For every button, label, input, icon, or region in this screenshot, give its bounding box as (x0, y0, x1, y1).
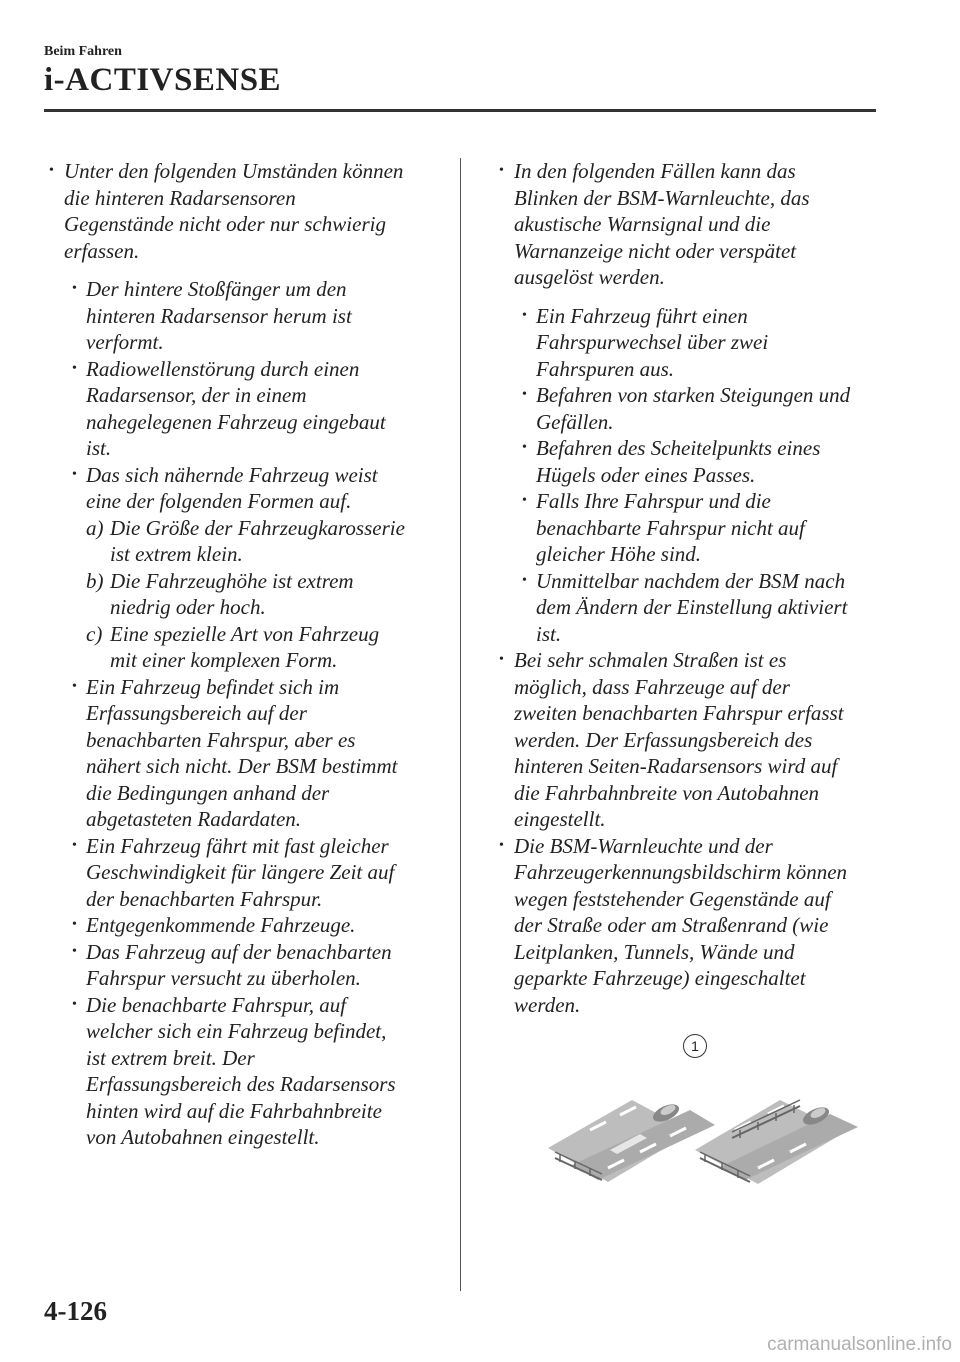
figure-callout: 1 (683, 1034, 707, 1058)
text-line: Fahrspur versucht zu überholen. (86, 966, 361, 990)
bullet-icon: • (72, 837, 77, 853)
sub-bullet-item (44, 674, 444, 833)
text-line: dem Ändern der Einstellung aktiviert (536, 595, 848, 619)
header-rule (44, 109, 876, 112)
bullet-icon: • (499, 652, 504, 667)
bullet-icon: • (499, 837, 504, 853)
text-line: benachbarte Fahrspur nicht auf (536, 515, 805, 540)
text-line: Unter den folgenden Umständen können (64, 159, 404, 183)
bullet-icon: • (522, 572, 527, 588)
text-line: die Bedingungen anhand der (86, 780, 330, 805)
lettered-item (44, 568, 444, 621)
text-line: werden. Der Erfassungsbereich des (514, 727, 813, 752)
text-line: hinten wird auf die Fahrbahnbreite (86, 1098, 382, 1123)
sub-bullet-item (494, 435, 884, 488)
text-line: Gegenstände nicht oder nur schwierig (64, 212, 386, 236)
text-line: Erfassungsbereich des Radarsensors (86, 1072, 396, 1096)
text-line: mit einer komplexen Form. (110, 648, 338, 672)
text-line: hinteren Seiten-Radarsensors wird auf (514, 754, 838, 778)
text-line: Unmittelbar nachdem der BSM nach (536, 568, 846, 593)
text-line: erfassen. (64, 238, 140, 263)
text-line: Falls Ihre Fahrspur und die (536, 489, 771, 513)
text-line: Die Größe der Fahrzeugkarosserie (110, 515, 405, 540)
lettered-item (44, 621, 444, 674)
text-line: akustische Warnsignal und die (514, 212, 771, 236)
text-line: Radiowellenstörung durch einen (86, 356, 360, 381)
text-line: Die BSM-Warnleuchte und der (514, 833, 773, 858)
bullet-icon: • (72, 678, 77, 694)
text-line: eine der folgenden Formen auf. (86, 489, 352, 513)
text-line: ist. (86, 436, 112, 460)
text-line: Fahrspuren aus. (536, 356, 675, 381)
bullet-icon: • (522, 387, 527, 402)
list-label: a) (86, 515, 104, 540)
sub-bullet-item (44, 462, 444, 515)
text-line: der benachbarten Fahrspur. (86, 886, 323, 911)
lettered-item (44, 515, 444, 568)
text-line: werden. (514, 992, 581, 1017)
text-line: Befahren des Scheitelpunkts eines (536, 436, 821, 460)
text-line: niedrig oder hoch. (110, 595, 266, 619)
text-line: Das Fahrzeug auf der benachbarten (86, 939, 392, 964)
section-label: Beim Fahren (44, 44, 122, 59)
watermark: carmanualsonline.info (767, 1334, 952, 1355)
text-line: der Straße oder am Straßenrand (wie (514, 913, 829, 937)
bullet-item (44, 158, 444, 264)
text-line: abgetasteten Radardaten. (86, 807, 302, 831)
text-line: nähert sich nicht. Der BSM bestimmt (86, 754, 398, 778)
text-line: von Autobahnen eingestellt. (86, 1125, 320, 1149)
bullet-icon: • (49, 163, 54, 178)
text-line: Entgegenkommende Fahrzeuge. (86, 913, 356, 937)
page-title: i-ACTIVSENSE (44, 62, 282, 98)
text-line: Befahren von starken Steigungen und (536, 383, 851, 407)
text-line: geparkte Fahrzeuge) eingeschaltet (514, 966, 806, 990)
bullet-item (494, 158, 884, 291)
text-line: Erfassungsbereich auf der (86, 701, 307, 725)
text-line: Radarsensor, der in einem (86, 383, 307, 407)
column-divider (460, 158, 461, 1291)
text-line: Die Fahrzeughöhe ist extrem (110, 568, 354, 593)
text-line: möglich, dass Fahrzeuge auf der (514, 674, 790, 699)
page-number: 4-126 (44, 1296, 107, 1326)
text-line: Eine spezielle Art von Fahrzeug (110, 621, 380, 646)
text-line: eingestellt. (514, 807, 606, 831)
text-line: Geschwindigkeit für längere Zeit auf (86, 860, 395, 884)
text-line: Blinken der BSM-Warnleuchte, das (514, 185, 810, 210)
bullet-icon: • (72, 360, 77, 376)
text-line: nahegelegenen Fahrzeug eingebaut (86, 409, 386, 434)
bullet-icon: • (72, 943, 77, 959)
text-line: die hinteren Radarsensoren (64, 185, 296, 210)
sub-bullet-item (494, 382, 884, 435)
bullet-icon: • (72, 466, 77, 482)
left-column (44, 158, 444, 1151)
sub-bullet-item (44, 833, 444, 913)
text-line: Gefällen. (536, 409, 614, 434)
text-line: zweiten benachbarten Fahrspur erfasst (514, 701, 844, 725)
bullet-item (494, 647, 884, 833)
sub-bullet-item (44, 992, 444, 1151)
bullet-icon: • (522, 307, 527, 323)
text-line: hinteren Radarsensor herum ist (86, 303, 352, 328)
text-line: verformt. (86, 330, 164, 354)
bullet-icon: • (522, 440, 527, 455)
text-line: Der hintere Stoßfänger um den (86, 277, 347, 301)
text-line: ist extrem breit. Der (86, 1045, 255, 1070)
text-line: ausgelöst werden. (514, 265, 665, 289)
sub-bullet-item (44, 276, 444, 356)
text-line: Hügels oder eines Passes. (536, 462, 756, 487)
text-line: Bei sehr schmalen Straßen ist es (514, 648, 787, 672)
text-line: Leitplanken, Tunnels, Wände und (514, 939, 795, 964)
text-line: Fahrspurwechsel über zwei (536, 330, 769, 354)
text-line: Die benachbarte Fahrspur, auf (86, 992, 347, 1017)
text-line: Warnanzeige nicht oder verspätet (514, 238, 797, 263)
text-line: gleicher Höhe sind. (536, 542, 702, 566)
bullet-item (494, 833, 884, 1019)
list-label: b) (86, 568, 104, 593)
text-line: die Fahrbahnbreite von Autobahnen (514, 780, 820, 805)
sub-bullet-item (44, 912, 444, 939)
text-line: In den folgenden Fällen kann das (514, 159, 796, 183)
road-left (548, 1100, 715, 1182)
bullet-icon: • (72, 996, 77, 1012)
sub-bullet-item (494, 568, 884, 648)
road-right (695, 1100, 858, 1184)
text-line: Ein Fahrzeug fährt mit fast gleicher (86, 833, 389, 858)
text-line: Das sich nähernde Fahrzeug weist (86, 462, 378, 487)
text-line: ist extrem klein. (110, 542, 243, 566)
text-line: Fahrzeugerkennungsbildschirm können (514, 860, 848, 884)
text-line: welcher sich ein Fahrzeug befindet, (86, 1019, 387, 1043)
text-line: ist. (536, 621, 562, 646)
text-line: Ein Fahrzeug führt einen (536, 303, 748, 328)
text-line: benachbarten Fahrspur, aber es (86, 727, 356, 752)
sub-bullet-item (494, 488, 884, 568)
text-line: wegen feststehender Gegenstände auf (514, 886, 831, 911)
bullet-icon: • (72, 917, 77, 932)
sub-bullet-item (44, 939, 444, 992)
bullet-icon: • (72, 281, 77, 296)
text-line: Ein Fahrzeug befindet sich im (86, 674, 340, 699)
right-column (494, 158, 884, 1018)
bullet-icon: • (522, 493, 527, 508)
road-illustration (540, 1030, 870, 1230)
sub-bullet-item (494, 303, 884, 383)
bullet-icon: • (499, 163, 504, 178)
sub-bullet-item (44, 356, 444, 462)
list-label: c) (86, 621, 103, 646)
